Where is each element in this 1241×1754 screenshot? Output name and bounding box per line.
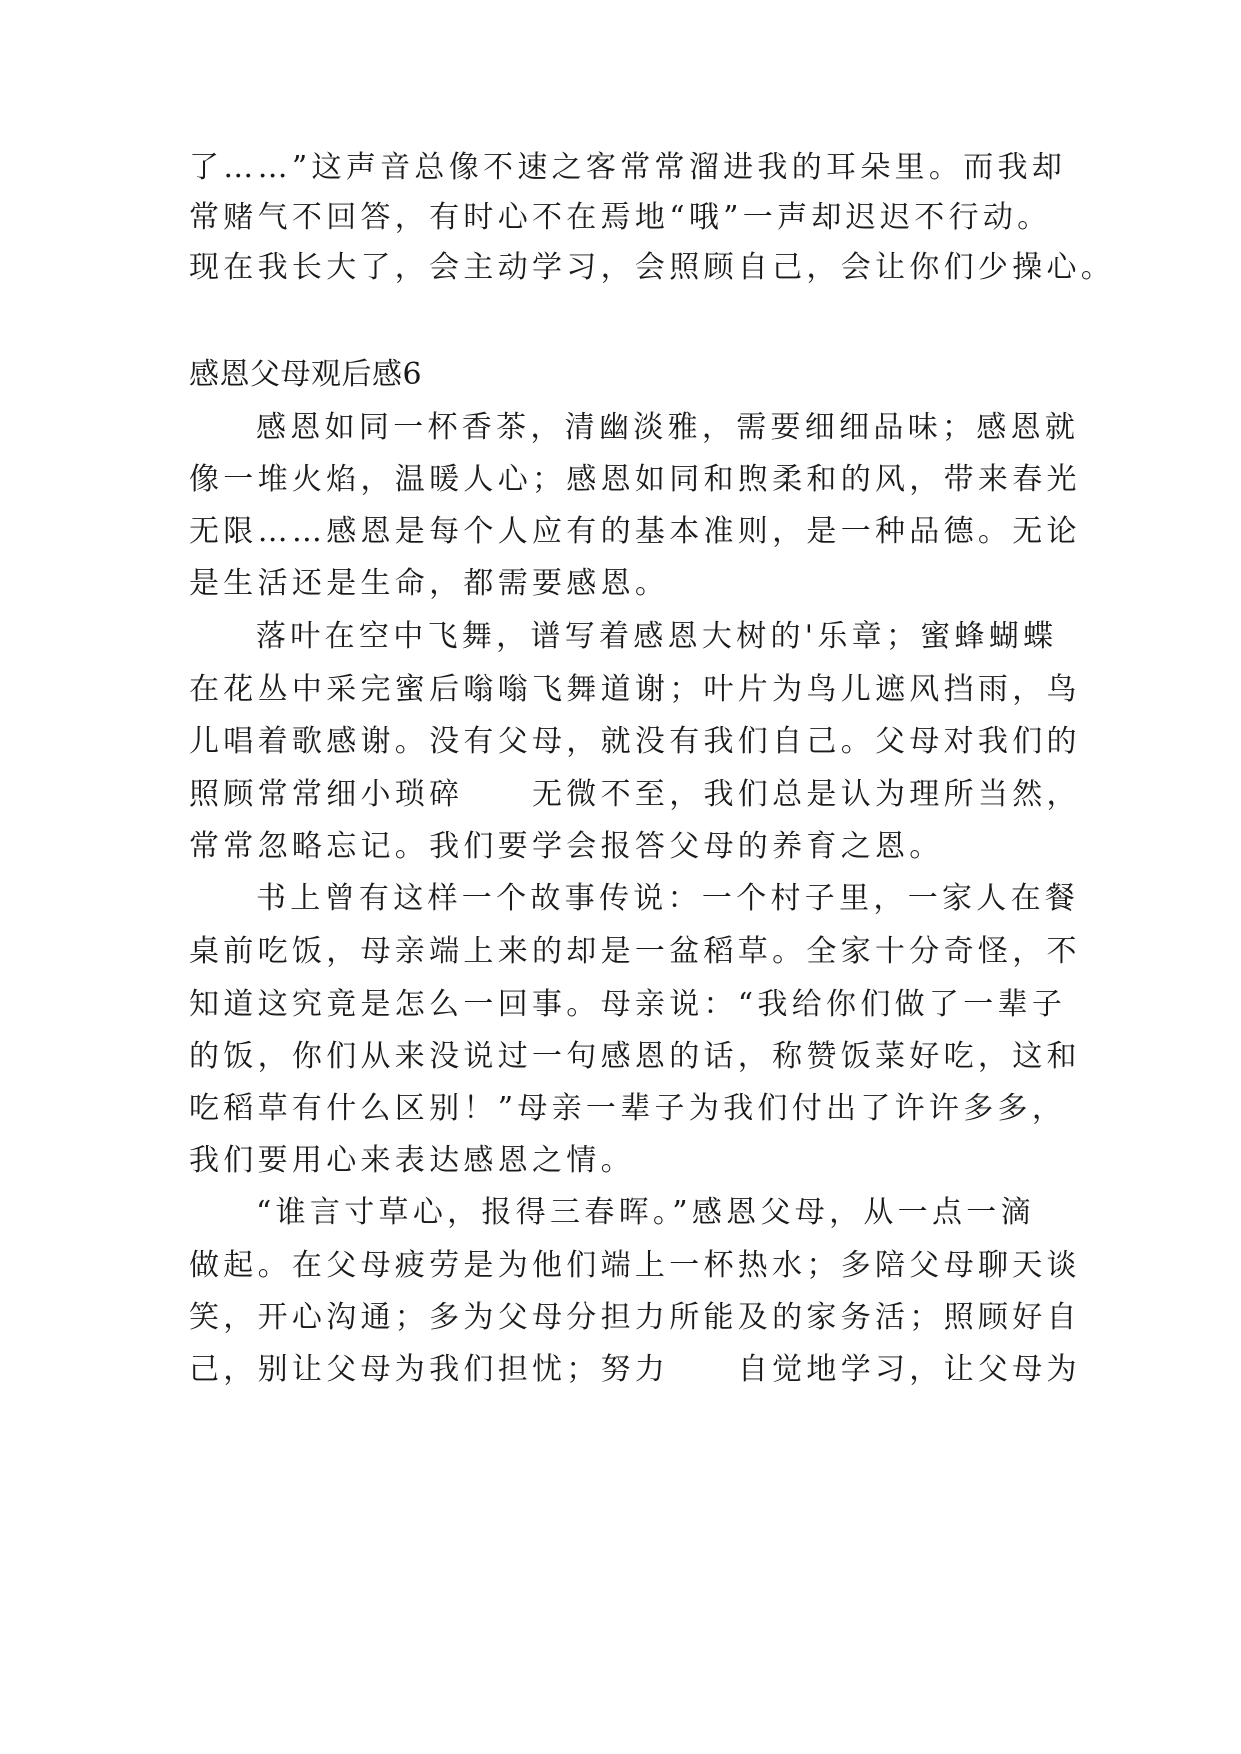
section-heading: 感恩父母观后感6 (189, 357, 423, 392)
paragraph-first-line: “谁言寸草心，报得三春晖。”感恩父母，从一点一滴 (256, 1195, 1035, 1230)
paragraph-first-line: 感恩如同一杯香茶，清幽淡雅，需要细细品味；感恩就 (256, 410, 1080, 445)
text-line: 桌前吃饭，母亲端上来的却是一盆稻草。全家十分奇怪，不 (189, 934, 1081, 969)
text-line: 吃稻草有什么区别！”母亲一辈子为我们付出了许许多多， (189, 1091, 1067, 1126)
paragraph-first-line: 书上曾有这样一个故事传说：一个村子里，一家人在餐 (256, 881, 1080, 916)
text-line: 做起。在父母疲劳是为他们端上一杯热水；多陪父母聊天谈 (189, 1248, 1081, 1283)
paragraph-first-line: 落叶在空中飞舞，谱写着感恩大树的'乐章；蜜蜂蝴蝶 (256, 619, 1058, 654)
text-line: 儿唱着歌感谢。没有父母，就没有我们自己。父母对我们的 (189, 724, 1081, 759)
text-line: 己，别让父母为我们担忧；努力 自觉地学习，让父母为 (189, 1352, 1081, 1387)
text-line: 常赌气不回答，有时心不在焉地“哦”一声却迟迟不行动。 (189, 200, 1052, 235)
text-line: 常常忽略忘记。我们要学会报答父母的养育之恩。 (189, 829, 944, 864)
text-line: 在花丛中采完蜜后嗡嗡飞舞道谢；叶片为鸟儿遮风挡雨，鸟 (189, 672, 1081, 707)
text-line: 笑，开心沟通；多为父母分担力所能及的家务活；照顾好自 (189, 1300, 1081, 1335)
text-line: 是生活还是生命，都需要感恩。 (189, 566, 670, 601)
text-line: 我们要用心来表达感恩之情。 (189, 1143, 635, 1178)
text-line: 了……”这声音总像不速之客常常溜进我的耳朵里。而我却 (189, 150, 1067, 185)
text-line: 的饭，你们从来没说过一句感恩的话，称赞饭菜好吃，这和 (189, 1039, 1081, 1074)
text-line: 照顾常常细小琐碎 无微不至，我们总是认为理所当然， (189, 777, 1081, 812)
text-line: 现在我长大了，会主动学习，会照顾自己，会让你们少操心。 (189, 250, 1116, 285)
text-line: 无限……感恩是每个人应有的基本准则，是一种品德。无论 (189, 514, 1081, 549)
text-line: 知道这究竟是怎么一回事。母亲说：“我给你们做了一辈子 (189, 987, 1067, 1022)
text-line: 像一堆火焰，温暖人心；感恩如同和煦柔和的风，带来春光 (189, 462, 1081, 497)
